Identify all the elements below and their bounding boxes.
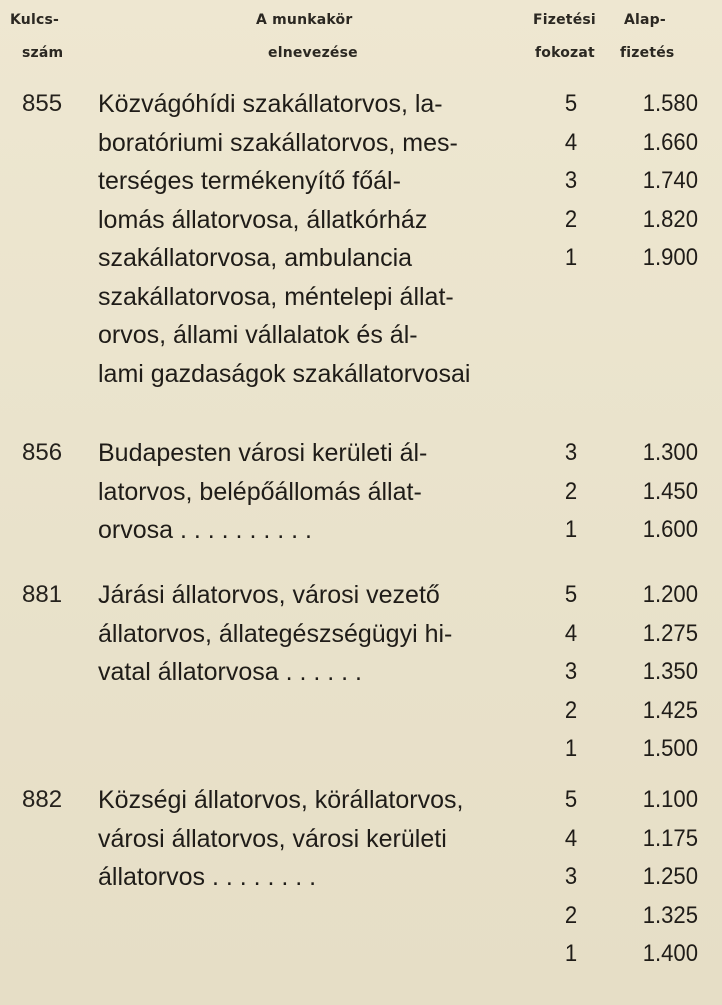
title-line: szakállatorvosa, méntelepi állat-	[98, 282, 454, 311]
row-salaries	[618, 781, 698, 974]
salary-cell: 1.325	[642, 901, 698, 929]
grade-cell: 2	[564, 477, 578, 505]
row-code: 856	[22, 439, 63, 466]
salary-cell: 1.250	[642, 863, 698, 890]
row-grades	[556, 434, 586, 550]
header-salary-line1: Alap-	[624, 12, 666, 28]
row-title	[98, 85, 528, 393]
title-line: szakállatorvosa, ambulancia	[98, 244, 413, 272]
grade-cell: 1	[564, 516, 578, 543]
row-code: 855	[22, 90, 63, 117]
salary-cell: 1.660	[642, 128, 698, 156]
table-header	[0, 0, 722, 70]
grade-cell: 1	[564, 735, 578, 762]
salary-cell: 1.450	[642, 477, 698, 505]
title-line: lami gazdaságok szakállatorvosai	[98, 359, 471, 388]
grade-cell: 5	[564, 90, 578, 117]
title-line: Községi állatorvos, körállatorvos,	[98, 786, 464, 814]
grade-cell: 1	[564, 244, 578, 271]
salary-cell: 1.400	[642, 940, 698, 967]
salary-cell: 1.900	[642, 244, 698, 271]
header-grade-line1: Fizetési	[533, 12, 596, 28]
salary-cell: 1.175	[642, 824, 698, 852]
grade-cell: 2	[564, 901, 578, 929]
grade-cell: 4	[564, 824, 578, 852]
grade-cell: 3	[564, 863, 578, 890]
row-salaries	[618, 434, 698, 550]
title-line: Járási állatorvos, városi vezető	[98, 581, 440, 609]
header-code-line2: szám	[22, 45, 64, 61]
title-line: vatal állatorvosa . . . . . .	[98, 658, 363, 686]
row-grades	[556, 781, 586, 974]
title-line: állatorvos, állategészségügyi hi-	[98, 619, 453, 648]
title-line: orvos, állami vállalatok és ál-	[98, 321, 418, 349]
title-line: lomás állatorvosa, állatkórház	[98, 205, 428, 234]
title-line: boratóriumi szakállatorvos, mes-	[98, 128, 458, 157]
salary-cell: 1.200	[642, 581, 698, 608]
salary-cell: 1.580	[642, 90, 698, 117]
row-salaries	[618, 85, 698, 278]
grade-cell: 3	[564, 167, 578, 194]
row-title	[98, 434, 528, 550]
salary-cell: 1.820	[642, 205, 698, 233]
grade-cell: 2	[564, 205, 578, 233]
salary-cell: 1.350	[642, 658, 698, 685]
salary-cell: 1.600	[642, 516, 698, 543]
grade-cell: 1	[564, 940, 578, 967]
grade-cell: 4	[564, 619, 578, 647]
title-line: Közvágóhídi szakállatorvos, la-	[98, 90, 443, 118]
row-grades	[556, 85, 586, 278]
title-line: Budapesten városi kerületi ál-	[98, 439, 428, 467]
title-line: városi állatorvos, városi kerületi	[98, 824, 447, 853]
grade-cell: 3	[564, 439, 578, 466]
grade-cell: 5	[564, 786, 578, 813]
salary-cell: 1.740	[642, 167, 698, 194]
title-line: orvosa . . . . . . . . . .	[98, 516, 312, 544]
header-title-line2: elnevezése	[268, 45, 358, 61]
salary-cell: 1.300	[642, 439, 698, 466]
salary-cell: 1.425	[642, 696, 698, 724]
grade-cell: 2	[564, 696, 578, 724]
grade-cell: 5	[564, 581, 578, 608]
header-grade-line2: fokozat	[535, 45, 595, 61]
header-salary-line2: fizetés	[620, 45, 675, 61]
grade-cell: 3	[564, 658, 578, 685]
row-title	[98, 781, 528, 897]
salary-cell: 1.100	[642, 786, 698, 813]
row-code: 881	[22, 581, 63, 608]
row-title	[98, 576, 528, 692]
row-grades	[556, 576, 586, 769]
row-salaries	[618, 576, 698, 769]
header-code-line1: Kulcs-	[10, 12, 60, 28]
grade-cell: 4	[564, 128, 578, 156]
row-code: 882	[22, 786, 63, 813]
title-line: állatorvos . . . . . . . .	[98, 863, 317, 891]
title-line: terséges termékenyítő főál-	[98, 167, 401, 195]
header-title-line1: A munkakör	[256, 12, 353, 28]
salary-cell: 1.275	[642, 619, 698, 647]
salary-cell: 1.500	[642, 735, 698, 762]
title-line: latorvos, belépőállomás állat-	[98, 477, 422, 506]
